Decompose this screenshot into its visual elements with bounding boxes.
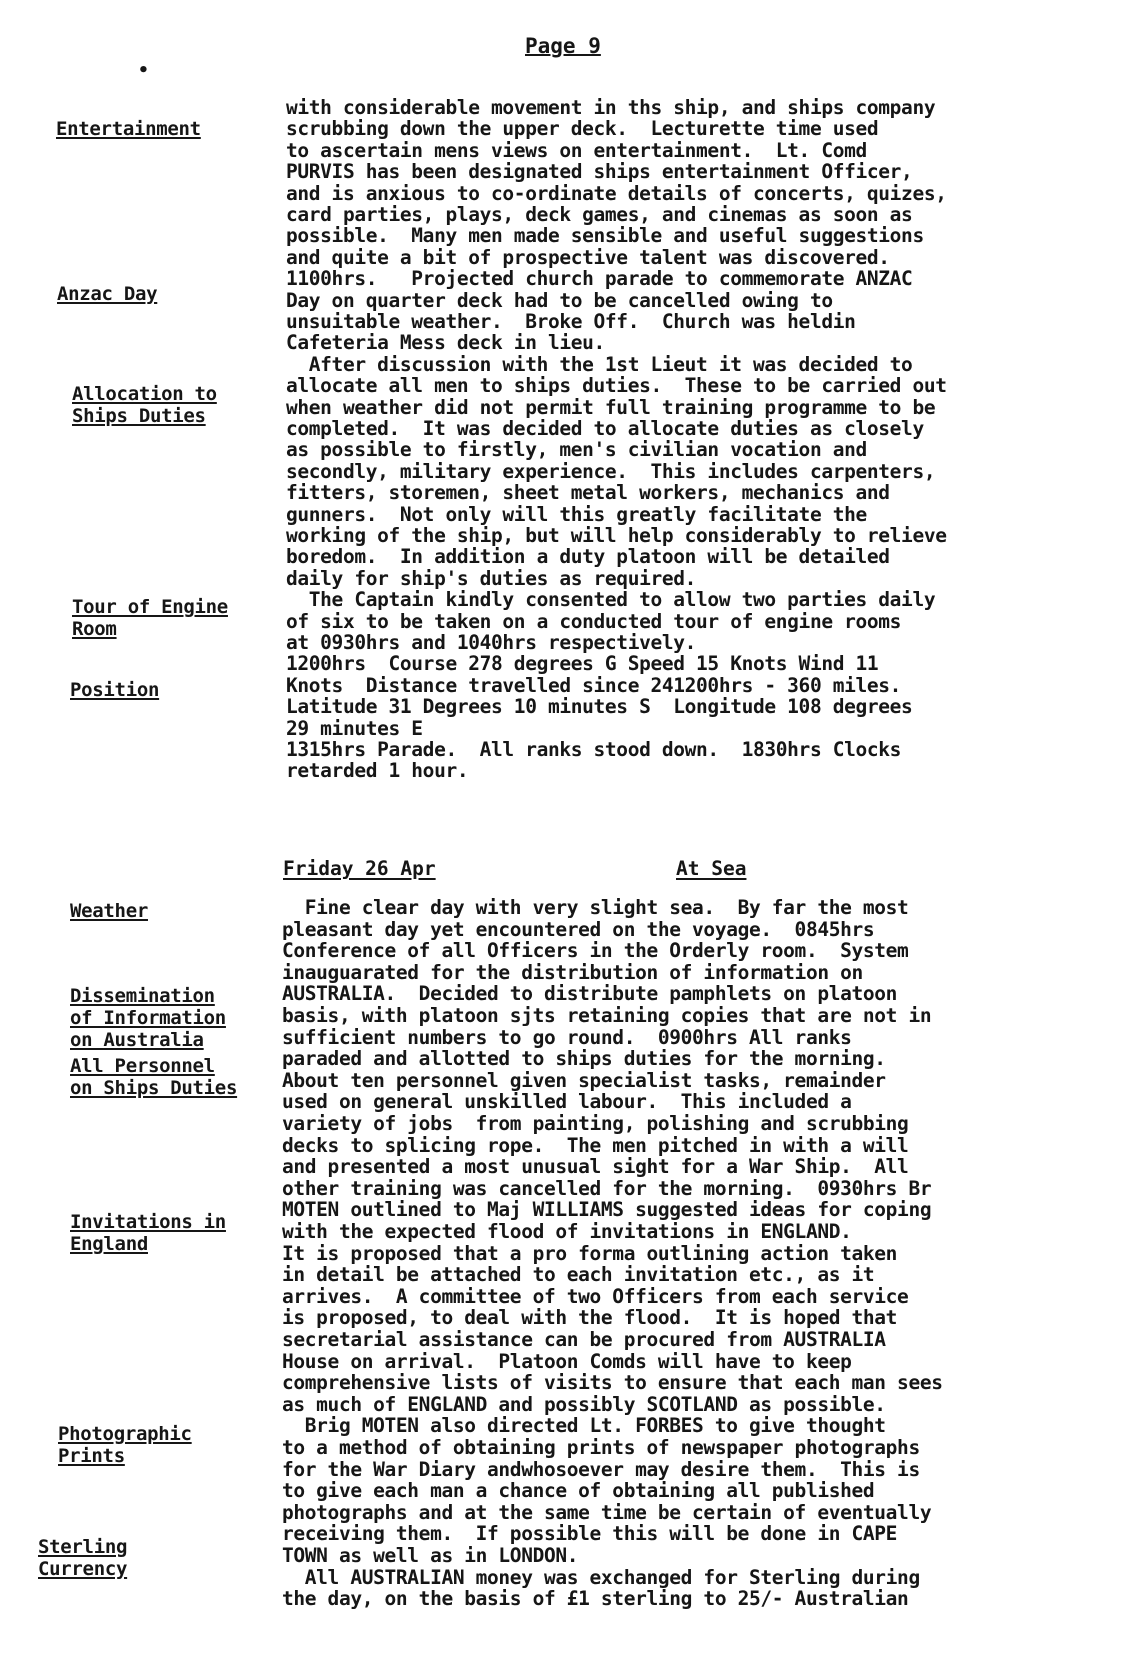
body-line: in detail be attached to each invitation etc., as it	[282, 1263, 875, 1286]
body-line: Conference of all Officers in the Orderly room. System	[282, 939, 909, 962]
body-line: when weather did not permit full training programme to be	[286, 396, 936, 419]
body-line: 1200hrs Course 278 degrees G Speed 15 Knots Wind 11	[286, 652, 879, 675]
margin-note-position: Position	[70, 679, 160, 701]
margin-note-allocation-to-ships-duties: Allocation to Ships Duties	[72, 383, 217, 427]
body-line: PURVIS has been designated ships entertainment Officer,	[286, 160, 913, 183]
margin-note-anzac-day: Anzac Day	[57, 283, 158, 305]
body-line: scrubbing down the upper deck. Lecturette time used	[286, 117, 879, 140]
body-line: unsuitable weather. Broke Off. Church was heldin	[286, 310, 856, 333]
body-line: Fine clear day with very slight sea. By far the most	[282, 896, 909, 919]
body-line: 1100hrs. Projected church parade to commemorate ANZAC	[286, 267, 913, 290]
body-line: secretarial assistance can be procured from AUSTRALIA	[282, 1328, 886, 1351]
body-line: House on arrival. Platoon Comds will have to keep	[282, 1350, 852, 1373]
body-line: Day on quarter deck had to be cancelled owing to	[286, 289, 833, 312]
page-number: Page 9	[525, 34, 601, 58]
body-line: card parties, plays, deck games, and cinemas as soon as	[286, 203, 913, 226]
body-line: the day, on the basis of £1 sterling to 25/- Australian	[282, 1587, 909, 1610]
body-line: of six to be taken on a conducted tour of engine rooms	[286, 610, 902, 633]
body-line: to give each man a chance of obtaining all published	[282, 1479, 875, 1502]
body-line: After discussion with the 1st Lieut it was decided to	[286, 353, 913, 376]
margin-note-sterling-currency: Sterling Currency	[38, 1536, 128, 1580]
margin-note-entertainment: Entertainment	[56, 118, 201, 140]
body-line: used on general unskilled labour. This included a	[282, 1090, 852, 1113]
body-line: All AUSTRALIAN money was exchanged for Sterling during	[282, 1566, 920, 1589]
body-line: boredom. In addition a duty platoon will be detailed	[286, 545, 890, 568]
body-line: inauguarated for the distribution of information on	[282, 961, 863, 984]
body-line: working of the ship, but will help considerably to relieve	[286, 524, 947, 547]
body-line: retarded 1 hour.	[286, 759, 469, 782]
margin-note-tour-of-engine-room: Tour of Engine Room	[72, 596, 228, 640]
margin-note-weather: Weather	[70, 900, 148, 922]
body-line: MOTEN outlined to Maj WILLIAMS suggested ideas for coping	[282, 1198, 932, 1221]
body-line: with considerable movement in ths ship, and ships company	[286, 96, 936, 119]
stray-ink-mark: •	[138, 60, 149, 81]
body-line: decks to splicing rope. The men pitched in with a will	[282, 1134, 909, 1157]
body-line: Knots Distance travelled since 241200hrs - 360 miles.	[286, 674, 902, 697]
entry-location: At Sea	[676, 857, 747, 880]
margin-note-invitations-in-england: Invitations in England	[70, 1211, 226, 1255]
body-line: comprehensive lists of visits to ensure that each man sees	[282, 1371, 943, 1394]
body-line: for the War Diary andwhosoever may desire them. This is	[282, 1458, 920, 1481]
body-line: possible. Many men made sensible and useful suggestions	[286, 224, 924, 247]
body-line: allocate all men to ships duties. These to be carried out	[286, 374, 947, 397]
body-line: completed. It was decided to allocate duties as closely	[286, 417, 924, 440]
body-line: and presented a most unusual sight for a War Ship. All	[282, 1155, 909, 1178]
margin-note-photographic-prints: Photographic Prints	[58, 1423, 192, 1467]
body-line: gunners. Not only will this greatly facilitate the	[286, 503, 867, 526]
body-line: is proposed, to deal with the flood. It is hoped that	[282, 1306, 898, 1329]
body-line: pleasant day yet encountered on the voyage. 0845hrs	[282, 918, 875, 941]
body-line: 29 minutes E	[286, 717, 423, 740]
body-line: with the expected flood of invitations in ENGLAND.	[282, 1220, 852, 1243]
entry-date: Friday 26 Apr	[283, 857, 436, 880]
body-line: as much of ENGLAND and possibly SCOTLAND as possible.	[282, 1393, 886, 1416]
body-line: other training was cancelled for the morning. 0930hrs Br	[282, 1177, 932, 1200]
body-line: photographs and at the same time be certain of eventually	[282, 1501, 932, 1524]
body-line: daily for ship's duties as required.	[286, 567, 697, 590]
body-line: receiving them. If possible this will be done in CAPE	[282, 1522, 898, 1545]
body-line: paraded and allotted to ships duties for the morning.	[282, 1047, 886, 1070]
body-line: as possible to firstly, men's civilian vocation and	[286, 438, 867, 461]
body-line: 1315hrs Parade. All ranks stood down. 1830hrs Clocks	[286, 738, 902, 761]
body-line: fitters, storemen, sheet metal workers, mechanics and	[286, 481, 890, 504]
body-line: to ascertain mens views on entertainment. Lt. Comd	[286, 139, 867, 162]
body-line: Latitude 31 Degrees 10 minutes S Longitude 108 degrees	[286, 695, 913, 718]
body-line: sufficient numbers to go round. 0900hrs All ranks	[282, 1026, 852, 1049]
body-line: and is anxious to co-ordinate details of concerts, quizes,	[286, 182, 947, 205]
body-line: and quite a bit of prospective talent was discovered.	[286, 246, 890, 269]
body-line: at 0930hrs and 1040hrs respectively.	[286, 631, 697, 654]
body-line: Cafeteria Mess deck in lieu.	[286, 331, 605, 354]
body-line: The Captain kindly consented to allow two parties daily	[286, 588, 936, 611]
body-line: Brig MOTEN also directed Lt. FORBES to give thought	[282, 1414, 886, 1437]
body-line: basis, with platoon sjts retaining copies that are not in	[282, 1004, 932, 1027]
margin-note-all-personnel-on-ships-duties: All Personnel on Ships Duties	[70, 1055, 238, 1099]
body-line: to a method of obtaining prints of newspaper photographs	[282, 1436, 920, 1459]
body-line: AUSTRALIA. Decided to distribute pamphlets on platoon	[282, 982, 898, 1005]
body-line: variety of jobs from painting, polishing and scrubbing	[282, 1112, 909, 1135]
body-line: secondly, military experience. This includes carpenters,	[286, 460, 936, 483]
body-line: About ten personnel given specialist tasks, remainder	[282, 1069, 886, 1092]
body-line: TOWN as well as in LONDON.	[282, 1544, 579, 1567]
body-line: arrives. A committee of two Officers from each service	[282, 1285, 909, 1308]
body-line: It is proposed that a pro forma outlining action taken	[282, 1242, 898, 1265]
margin-note-dissemination-of-information: Dissemination of Information on Australia	[70, 985, 226, 1051]
